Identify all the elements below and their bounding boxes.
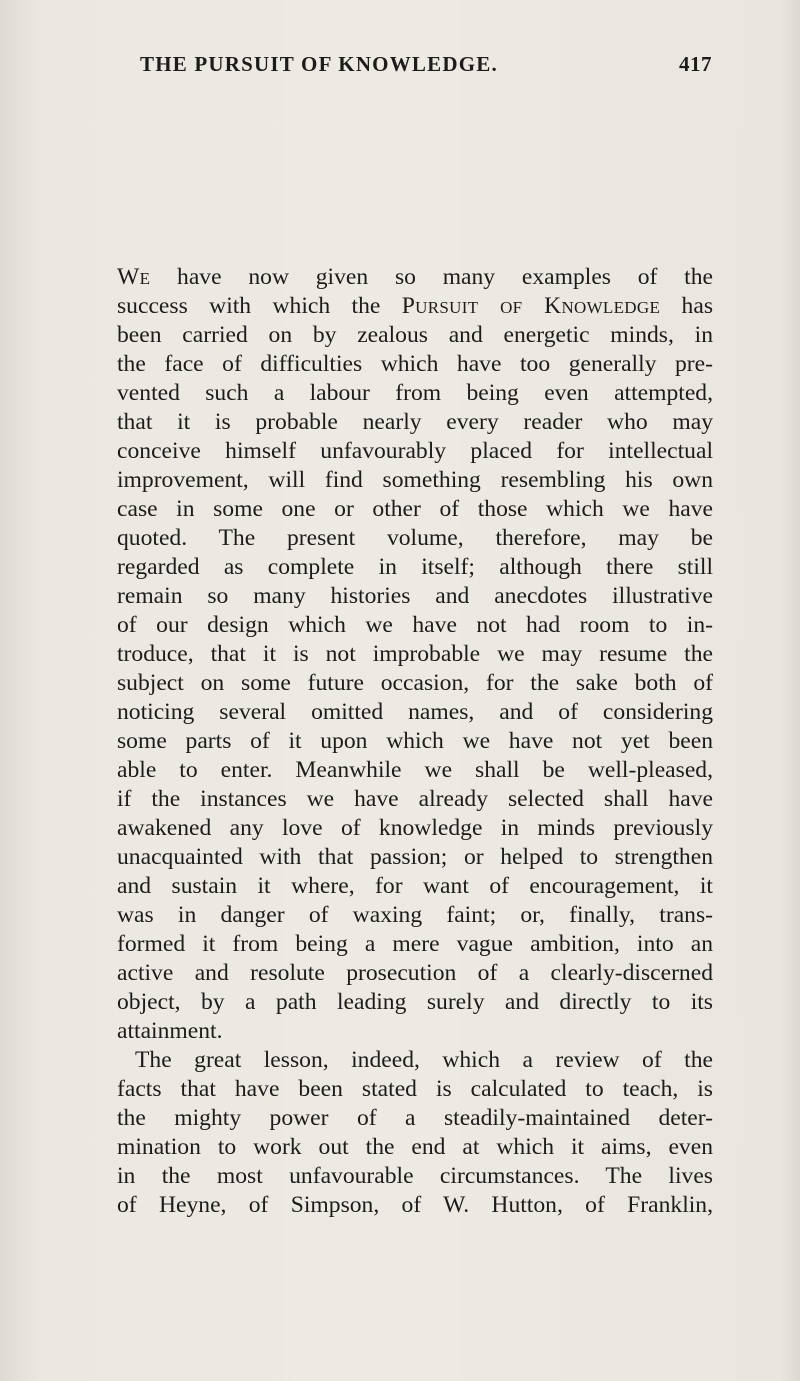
page-header — [140, 52, 712, 86]
text-line: been carried on by zealous and energetic minds, in — [117, 322, 713, 348]
text-line: if the instances we have already selected shall have — [117, 786, 713, 812]
text-line: of Heyne, of Simpson, of W. Hutton, of Franklin, — [117, 1192, 713, 1218]
text-line: mination to work out the end at which it aims, even — [117, 1134, 713, 1160]
text-line: the face of difficulties which have too generally pre- — [117, 351, 713, 377]
text-line: awakened any love of knowledge in minds previously — [117, 815, 713, 841]
text-line: facts that have been stated is calculated to teach, is — [117, 1076, 713, 1102]
text-line: troduce, that it is not improbable we may resume the — [117, 641, 713, 667]
text-line: success with which the Pursuit of Knowledge has — [117, 293, 713, 319]
text-line: and sustain it where, for want of encouragement, it — [117, 873, 713, 899]
text-line: quoted. The present volume, therefore, may be — [117, 525, 713, 551]
body-text — [117, 263, 713, 1220]
text-line: active and resolute prosecution of a clearly-discerned — [117, 960, 713, 986]
text-line: able to enter. Meanwhile we shall be well-pleased, — [117, 757, 713, 783]
paragraph-end-line: attainment. — [117, 1018, 223, 1044]
text-line: remain so many histories and anecdotes illustrative — [117, 583, 713, 609]
text-line: vented such a labour from being even attempted, — [117, 380, 713, 406]
text-line: object, by a path leading surely and directly to its — [117, 989, 713, 1015]
text-line: case in some one or other of those which we have — [117, 496, 713, 522]
paragraph-start-line: The great lesson, indeed, which a review of the — [135, 1047, 713, 1073]
text-line: formed it from being a mere vague ambition, into an — [117, 931, 713, 957]
running-title: THE PURSUIT OF KNOWLEDGE. — [140, 52, 498, 76]
text-line: conceive himself unfavourably placed for intellectual — [117, 438, 713, 464]
text-line: of our design which we have not had room to in- — [117, 612, 713, 638]
text-line: We have now given so many examples of the — [117, 264, 713, 290]
text-line: in the most unfavourable circumstances. The lives — [117, 1163, 713, 1189]
text-line: that it is probable nearly every reader who may — [117, 409, 713, 435]
opening-word: We — [117, 264, 151, 290]
page-number: 417 — [679, 52, 712, 76]
text-line: improvement, will find something resembling his own — [117, 467, 713, 493]
text-line: was in danger of waxing faint; or, finally, trans- — [117, 902, 713, 928]
text-line: subject on some future occasion, for the sake both of — [117, 670, 713, 696]
text-line: some parts of it upon which we have not yet been — [117, 728, 713, 754]
text-line: regarded as complete in itself; although there still — [117, 554, 713, 580]
text-line: noticing several omitted names, and of considering — [117, 699, 713, 725]
text-line: the mighty power of a steadily-maintained deter- — [117, 1105, 713, 1131]
book-title-phrase: Pursuit of Knowledge — [401, 293, 661, 319]
text-line: unacquainted with that passion; or helped to strengthen — [117, 844, 713, 870]
